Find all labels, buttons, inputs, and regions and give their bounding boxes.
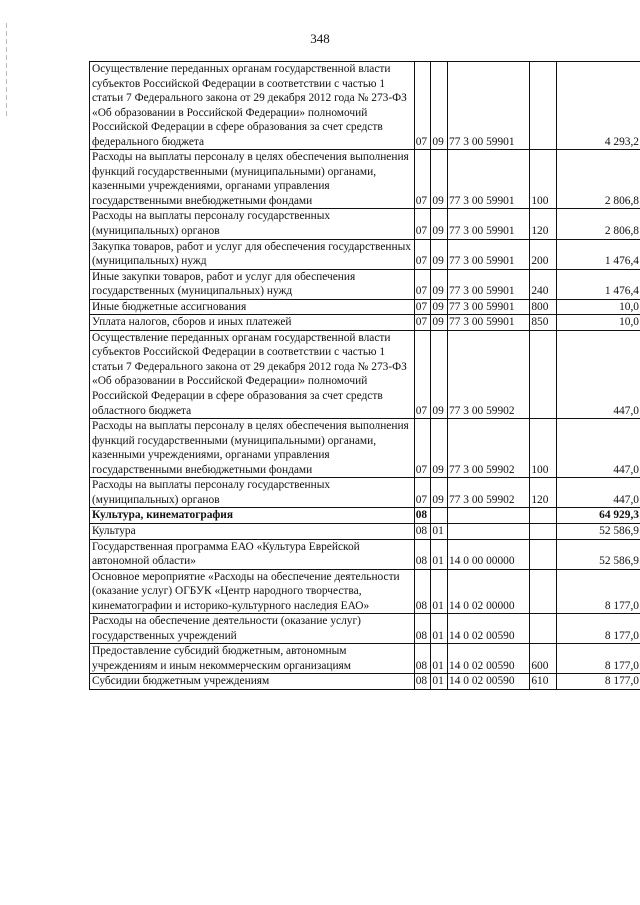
target-article-code: 14 0 02 00590 <box>448 614 530 644</box>
expense-type-code: 600 <box>530 644 557 674</box>
item-name: Осуществление переданных органам государственной власти субъектов Российской Федерации в соответствии с частью 1 статьи 7 Федерального закона от 29 декабря 2012 года № 273-ФЗ «Об образовании в Российской Федерации» полномочий Российской Федерации в сфере образования за счет средств федерального бюджета <box>90 62 415 150</box>
target-article-code: 14 0 02 00590 <box>448 644 530 674</box>
amount: 447,0 <box>557 478 640 508</box>
subsection-code: 01 <box>431 539 448 569</box>
expense-type-code <box>530 330 557 418</box>
amount: 8 177,0 <box>557 614 640 644</box>
expense-type-code: 800 <box>530 299 557 315</box>
subsection-code: 09 <box>431 330 448 418</box>
amount: 447,0 <box>557 419 640 478</box>
section-code: 07 <box>414 150 431 209</box>
amount: 1 476,4 <box>557 269 640 299</box>
target-article-code: 14 0 00 00000 <box>448 539 530 569</box>
table-row <box>90 644 640 674</box>
section-code: 08 <box>414 508 431 524</box>
amount: 8 177,0 <box>557 674 640 690</box>
subsection-code: 09 <box>431 269 448 299</box>
section-code: 08 <box>414 644 431 674</box>
table-row <box>90 150 640 209</box>
item-name: Иные закупки товаров, работ и услуг для обеспечения государственных (муниципальных) нужд <box>90 269 415 299</box>
item-name: Расходы на выплаты персоналу государственных (муниципальных) органов <box>90 209 415 239</box>
section-code: 07 <box>414 478 431 508</box>
item-name: Расходы на выплаты персоналу в целях обеспечения выполнения функций государственными (муниципальными) органами, казенными учреждениями, органами управления государственными внебюджетными фондами <box>90 419 415 478</box>
amount: 2 806,8 <box>557 209 640 239</box>
amount: 52 586,9 <box>557 539 640 569</box>
target-article-code: 77 3 00 59901 <box>448 269 530 299</box>
item-name: Закупка товаров, работ и услуг для обеспечения государственных (муниципальных) нужд <box>90 239 415 269</box>
section-code: 08 <box>414 523 431 539</box>
subsection-code: 01 <box>431 614 448 644</box>
section-code: 07 <box>414 419 431 478</box>
expense-type-code: 100 <box>530 150 557 209</box>
section-code: 07 <box>414 269 431 299</box>
expense-type-code: 200 <box>530 239 557 269</box>
amount: 10,0 <box>557 315 640 331</box>
subsection-code: 01 <box>431 569 448 614</box>
amount: 52 586,9 <box>557 523 640 539</box>
table-row <box>90 239 640 269</box>
subsection-code: 09 <box>431 299 448 315</box>
expense-type-code <box>530 539 557 569</box>
item-name: Расходы на выплаты персоналу в целях обеспечения выполнения функций государственными (муниципальными) органами, казенными учреждениями, органами управления государственными внебюджетными фондами <box>90 150 415 209</box>
section-code: 07 <box>414 209 431 239</box>
expense-type-code <box>530 569 557 614</box>
item-name: Основное мероприятие «Расходы на обеспечение деятельности (оказание услуг) ОГБУК «Центр народного творчества, кинематографии и историко-культурного наследия ЕАО» <box>90 569 415 614</box>
section-code: 07 <box>414 330 431 418</box>
expense-type-code <box>530 523 557 539</box>
table-row <box>90 539 640 569</box>
section-code: 08 <box>414 569 431 614</box>
item-name: Иные бюджетные ассигнования <box>90 299 415 315</box>
subsection-code: 01 <box>431 644 448 674</box>
expense-type-code: 120 <box>530 209 557 239</box>
amount: 8 177,0 <box>557 644 640 674</box>
table-row <box>90 269 640 299</box>
subsection-code: 01 <box>431 523 448 539</box>
subsection-code: 09 <box>431 62 448 150</box>
item-name: Осуществление переданных органам государственной власти субъектов Российской Федерации в соответствии с частью 1 статьи 7 Федерального закона от 29 декабря 2012 года № 273-ФЗ «Об образовании в Российской Федерации» полномочий Российской Федерации в сфере образования за счет средств областного бюджета <box>90 330 415 418</box>
page-number: 348 <box>310 31 330 46</box>
item-name: Расходы на выплаты персоналу государственных (муниципальных) органов <box>90 478 415 508</box>
section-code: 07 <box>414 315 431 331</box>
expense-type-code: 610 <box>530 674 557 690</box>
item-name: Государственная программа ЕАО «Культура Еврейской автономной области» <box>90 539 415 569</box>
budget-table <box>89 61 640 690</box>
amount: 8 177,0 <box>557 569 640 614</box>
amount: 64 929,3 <box>557 508 640 524</box>
item-name: Уплата налогов, сборов и иных платежей <box>90 315 415 331</box>
target-article-code: 77 3 00 59902 <box>448 478 530 508</box>
table-row <box>90 478 640 508</box>
target-article-code: 77 3 00 59901 <box>448 150 530 209</box>
target-article-code: 77 3 00 59901 <box>448 239 530 269</box>
item-name: Субсидии бюджетным учреждениям <box>90 674 415 690</box>
table-row <box>90 209 640 239</box>
amount: 10,0 <box>557 299 640 315</box>
target-article-code: 77 3 00 59901 <box>448 62 530 150</box>
subsection-code <box>431 508 448 524</box>
item-name: Предоставление субсидий бюджетным, автономным учреждениям и иным некоммерческим организациям <box>90 644 415 674</box>
section-code: 07 <box>414 62 431 150</box>
table-row <box>90 62 640 150</box>
table-row <box>90 674 640 690</box>
section-code: 07 <box>414 299 431 315</box>
subsection-code: 09 <box>431 478 448 508</box>
section-code: 08 <box>414 674 431 690</box>
item-name: Культура, кинематография <box>90 508 415 524</box>
section-code: 08 <box>414 539 431 569</box>
target-article-code <box>448 523 530 539</box>
expense-type-code <box>530 614 557 644</box>
subsection-code: 09 <box>431 209 448 239</box>
subsection-code: 09 <box>431 239 448 269</box>
section-code: 07 <box>414 239 431 269</box>
subsection-code: 09 <box>431 419 448 478</box>
target-article-code: 14 0 02 00590 <box>448 674 530 690</box>
table-row <box>90 523 640 539</box>
table-row <box>90 315 640 331</box>
target-article-code <box>448 508 530 524</box>
amount: 1 476,4 <box>557 239 640 269</box>
amount: 2 806,8 <box>557 150 640 209</box>
subsection-code: 01 <box>431 674 448 690</box>
amount: 4 293,2 <box>557 62 640 150</box>
item-name: Культура <box>90 523 415 539</box>
target-article-code: 77 3 00 59902 <box>448 419 530 478</box>
expense-type-code <box>530 508 557 524</box>
target-article-code: 77 3 00 59902 <box>448 330 530 418</box>
target-article-code: 77 3 00 59901 <box>448 209 530 239</box>
expense-type-code: 100 <box>530 419 557 478</box>
subsection-code: 09 <box>431 315 448 331</box>
table-row <box>90 569 640 614</box>
section-code: 08 <box>414 614 431 644</box>
subsection-code: 09 <box>431 150 448 209</box>
table-row <box>90 508 640 524</box>
table-row <box>90 299 640 315</box>
target-article-code: 14 0 02 00000 <box>448 569 530 614</box>
budget-table-body <box>90 62 640 690</box>
target-article-code: 77 3 00 59901 <box>448 315 530 331</box>
amount: 447,0 <box>557 330 640 418</box>
table-row <box>90 330 640 418</box>
expense-type-code: 120 <box>530 478 557 508</box>
table-row <box>90 614 640 644</box>
item-name: Расходы на обеспечение деятельности (оказание услуг) государственных учреждений <box>90 614 415 644</box>
expense-type-code: 850 <box>530 315 557 331</box>
target-article-code: 77 3 00 59901 <box>448 299 530 315</box>
table-row <box>90 419 640 478</box>
expense-type-code <box>530 62 557 150</box>
expense-type-code: 240 <box>530 269 557 299</box>
